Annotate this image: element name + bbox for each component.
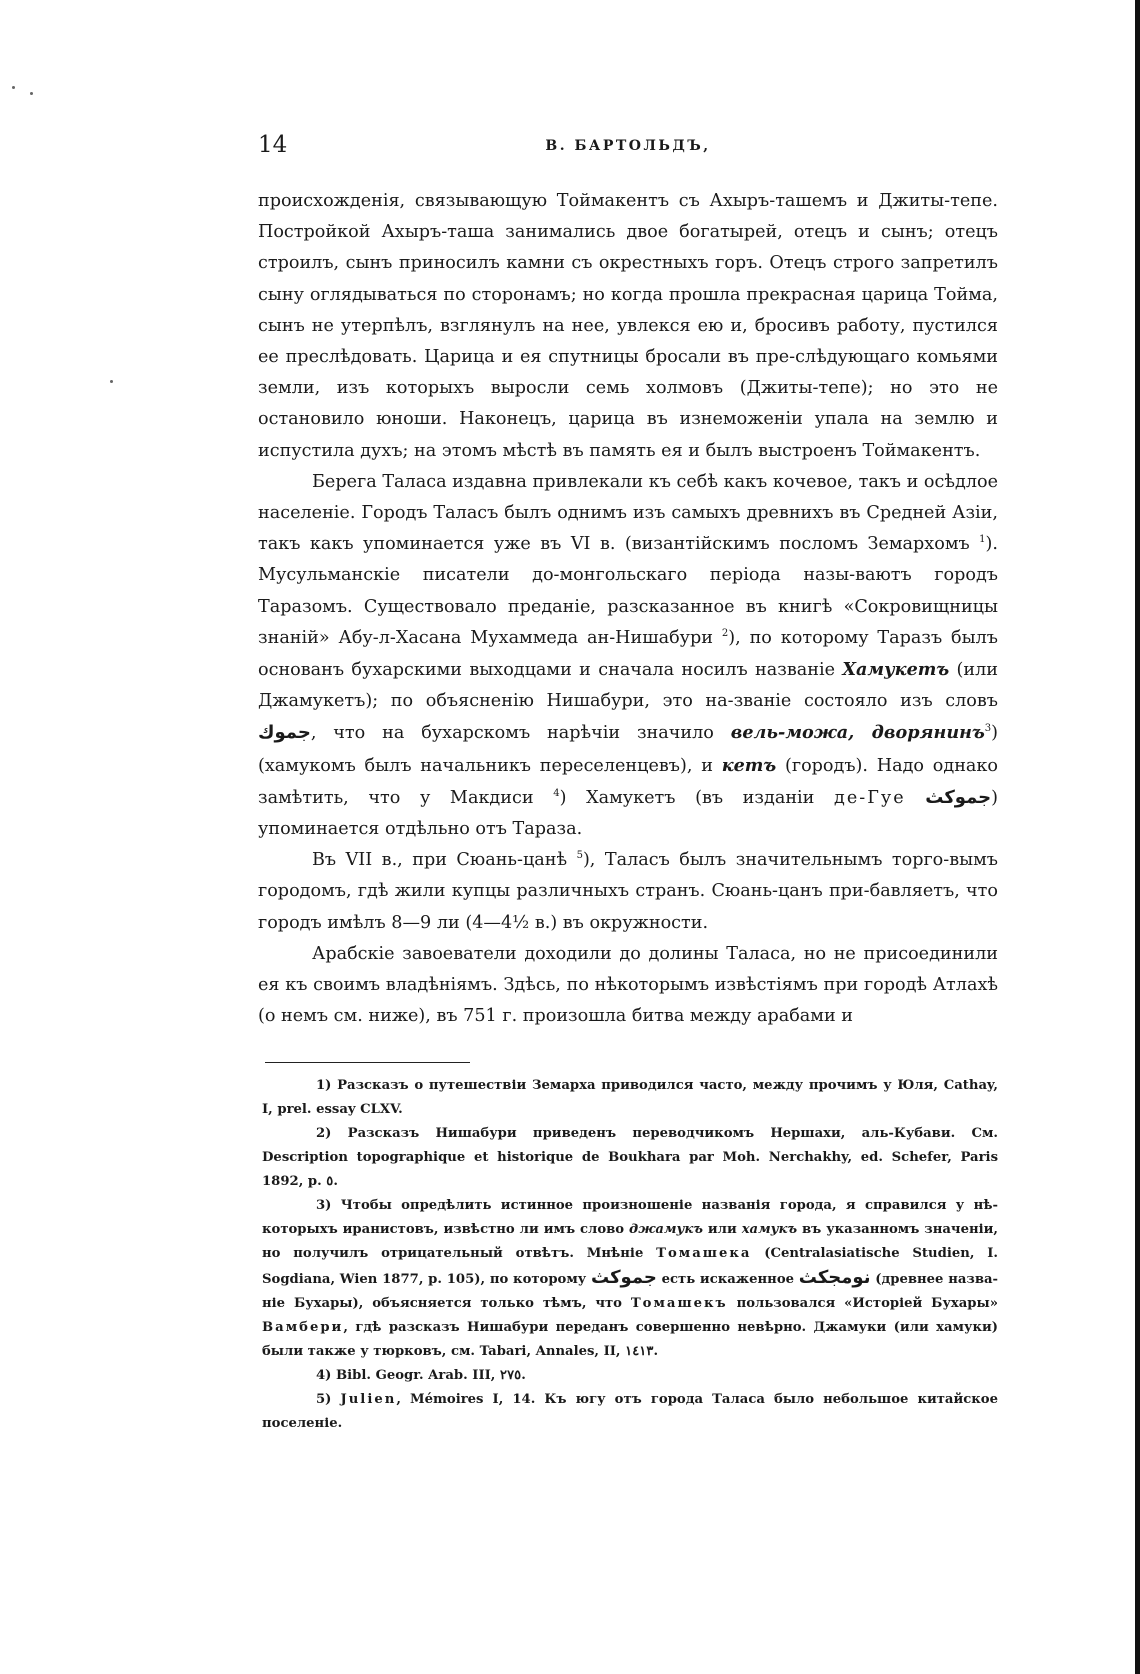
- text-run: (или Джамукетъ); по объясненію Нишабури, это на-званіе состояло изъ словъ: [258, 660, 999, 712]
- text-run: ). Мусульманскіе писатели до-монгольскаго періода назы-ваютъ городъ Таразомъ. Существовало преданіе, разсказанное въ книгѣ «Сокровищницы знаній» Абу-л-Хасана Мухаммеда ан-Нишабури: [258, 534, 998, 648]
- paragraph-2: [258, 467, 998, 845]
- spaced-name: Томашека: [656, 1246, 752, 1261]
- emphasis-dzhamuk: джамукъ: [629, 1222, 703, 1237]
- arabic-word: جموكث: [925, 786, 992, 808]
- running-head: В. БАРТОЛЬДЪ,: [545, 138, 711, 154]
- arabic-word: جموكث: [591, 1267, 657, 1288]
- page-edge-border: [1135, 0, 1140, 1674]
- text-run: (древнее назва-ніе Бухары), объясняется только тѣмъ, что: [262, 1272, 998, 1311]
- footnote-3: [262, 1194, 998, 1364]
- spaced-name: Julien: [340, 1392, 397, 1407]
- text-run: (Centralasiatische Studien, I. Sogdiana, Wien 1877, p. 105), по которому: [262, 1246, 998, 1287]
- page-header: [258, 132, 998, 162]
- footnote-ref-2: 2: [721, 627, 729, 639]
- spaced-name: Вамбери: [262, 1320, 344, 1335]
- footnote-1: 1) Разсказъ о путешествіи Земарха приводился часто, между прочимъ у Юля, Cathay, I, prel. essay CLXV.: [262, 1078, 998, 1117]
- body-text: [258, 186, 998, 1032]
- text-run: Арабскіе завоеватели доходили до долины Таласа, но не присоединили ея къ своимъ владѣніямъ. Здѣсь, по нѣкоторымъ извѣстіямъ при городѣ Атлахѣ (о немъ см. ниже), въ 751 г. произошла битва между арабами и: [258, 943, 998, 1027]
- footnote-4: 4) Bibl. Geogr. Arab. III, ٢٧٥.: [316, 1368, 526, 1383]
- text-run: ), Таласъ былъ значительнымъ торго-вымъ городомъ, гдѣ жили купцы различныхъ странъ. Сюань-цанъ при-бавляетъ, что городъ имѣлъ 8—9 ли (4—4½ в.) въ окружности.: [258, 850, 998, 933]
- text-run: или: [702, 1222, 742, 1237]
- text-run: ) (хамукомъ былъ начальникъ переселенцевъ), и: [258, 723, 998, 776]
- text-run: , Mémoires I, 14. Къ югу отъ города Таласа было небольшое китайское поселеніе.: [262, 1392, 998, 1431]
- paragraph-1: [258, 186, 998, 467]
- scan-speck: [30, 92, 33, 95]
- paragraph-1-text: происхожденія, связывающую Тоймакентъ съ Ахыръ-ташемъ и Джиты-тепе. Постройкой Ахыръ-таша занимались двое богатырей, отецъ и сынъ; отецъ строилъ, сынъ приносилъ камни съ окрестныхъ горъ. Отецъ строго запретилъ сыну оглядываться по сторонамъ; но когда прошла прекрасная царица Тойма, сынъ не утерпѣлъ, взглянулъ на нее, увлекся ею и, бросивъ работу, пустился ее преслѣдовать. Царица и ея спутницы бросали въ пре-слѣдующаго комьями земли, изъ которыхъ выросли семь холмовъ (Джиты-тепе); но это не остановило юноши. Наконецъ, царица въ изнеможеніи упала на землю и испустила духъ; на этомъ мѣстѣ въ память ея и былъ выстроенъ Тоймакентъ.: [258, 191, 998, 461]
- paragraph-4: [258, 939, 998, 1033]
- footnotes: [262, 1074, 998, 1436]
- text-run: 5): [316, 1392, 341, 1407]
- footnote-2: 2) Разсказъ Нишабури приведенъ переводчикомъ Нершахи, аль-Кубави. См. Description topographique et historique de Boukhara par Moh. Nerchakhy, ed. Schefer, Paris 1892, p. ٥.: [262, 1126, 998, 1189]
- text-run: , что на бухарскомъ нарѣчіи значило: [310, 723, 731, 744]
- paragraph-3: [258, 845, 998, 939]
- text-run: 3) Чтобы опредѣлить истинное произношеніе названія города, я справился у нѣ-которыхъ иранистовъ, извѣстно ли имъ слово: [262, 1198, 998, 1237]
- footnote-separator: [265, 1062, 470, 1063]
- footnote-ref-3: 3: [984, 723, 992, 735]
- footnote-5: [262, 1388, 998, 1436]
- text-run: Въ VII в., при Сюань-цанѣ: [312, 850, 577, 871]
- arabic-word: جموك: [258, 722, 311, 744]
- emphasis-velmozha: вель-можа, дворянинъ: [730, 722, 985, 744]
- footnote-ref-5: 5: [576, 850, 583, 862]
- emphasis-ket: кетъ: [721, 754, 777, 776]
- text-run: (городъ). Надо однако замѣтить, что у Макдиси: [258, 755, 999, 808]
- emphasis-hamuk: хамукъ: [741, 1222, 798, 1237]
- text-run: ) упоминается отдѣльно отъ Тараза.: [258, 787, 999, 840]
- footnote-ref-4: 4: [553, 788, 560, 799]
- page-number: 14: [258, 132, 288, 158]
- text-run: пользовался «Исторіей Бухары»: [727, 1296, 998, 1311]
- emphasis-hamuket: Хамукетъ: [842, 659, 950, 681]
- footnote-ref-1: 1: [979, 534, 986, 546]
- text-run: въ указанномъ значеніи, но получилъ отрицательный отвѣтъ. Мнѣніе: [262, 1222, 999, 1261]
- text-run: есть искаженное: [656, 1272, 799, 1287]
- scan-speck: [110, 380, 113, 383]
- arabic-word: نومجكث: [798, 1267, 871, 1288]
- scan-speck: [12, 86, 15, 89]
- text-run: Берега Таласа издавна привлекали къ себѣ какъ кочевое, такъ и осѣдлое населеніе. Городъ Таласъ былъ однимъ изъ самыхъ древнихъ въ Средней Азіи, такъ какъ упоминается уже въ VI в. (византійскимъ посломъ Земархомъ: [258, 471, 998, 555]
- text-run: ) Хамукетъ (въ изданіи: [559, 787, 835, 808]
- text-run: ), по которому Таразъ былъ основанъ бухарскими выходцами и сначала носилъ названіе: [258, 627, 999, 681]
- spaced-name: Томашекъ: [630, 1296, 728, 1311]
- text-run: , гдѣ разсказъ Нишабури переданъ совершенно невѣрно. Джамуки (или хамуки) были также у тюрковъ, см. Tabari, Annales, II, ١٤١٣.: [262, 1320, 998, 1359]
- spaced-name: де-Гуе: [834, 787, 906, 808]
